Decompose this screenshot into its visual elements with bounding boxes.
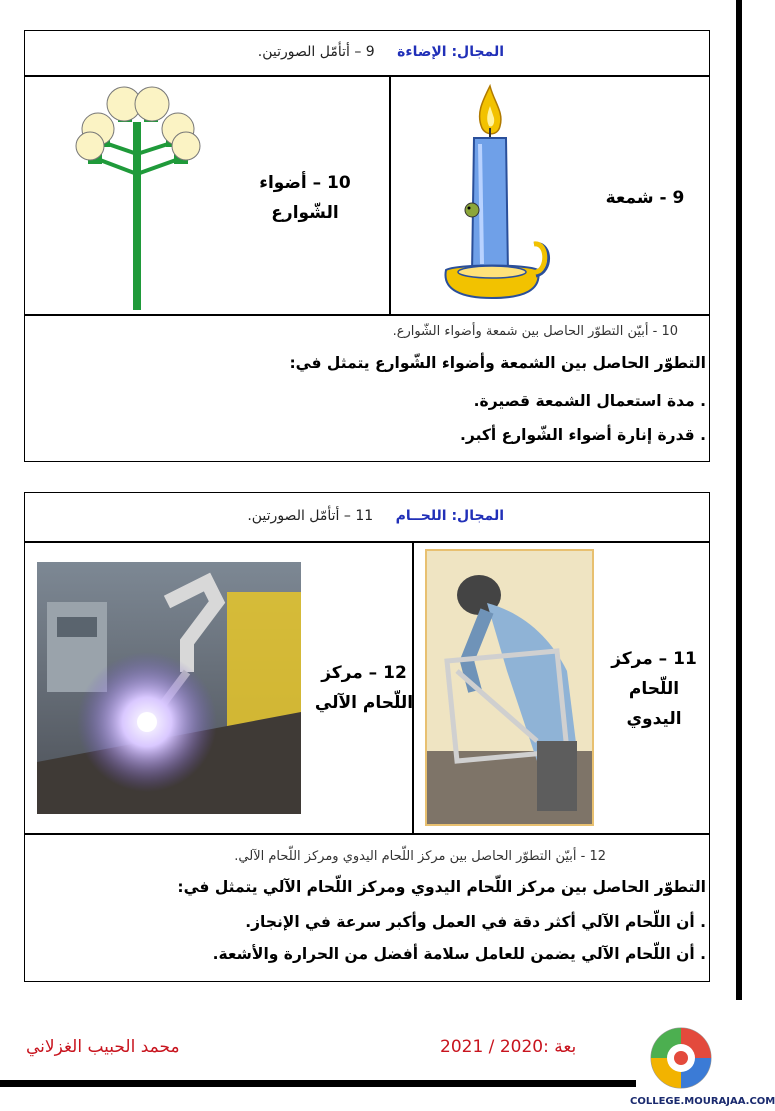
section-header	[258, 44, 504, 60]
site-url: COLLEGE.MOURAJAA.COM	[630, 1096, 775, 1107]
author-name: محمد الحبيب الغزلاني	[26, 1037, 180, 1057]
label-line: 11 – مركز	[611, 649, 697, 669]
answer-line: . أن اللّحام الآلي أكثر دقة في العمل وأكبر سرعة في الإنجاز.	[245, 913, 706, 931]
divider	[24, 541, 710, 543]
header-question: 11 – أتأمّل الصورتين.	[247, 508, 374, 524]
item-street-lights-label	[240, 168, 370, 228]
answer-line: . أن اللّحام الآلي يضمن للعامل سلامة أفضل من الحرارة والأشعة.	[212, 945, 706, 963]
school-year: بعة :2020 / 2021	[440, 1037, 577, 1057]
candle-image	[432, 84, 554, 306]
footer-bar	[0, 1080, 636, 1087]
domain-label: المجال: الإضاءة	[397, 44, 504, 60]
item-automatic-welding-label	[310, 658, 418, 718]
item-candle-label	[590, 183, 700, 213]
label-line: 12 – مركز	[321, 663, 407, 683]
label-line: اللّحام	[628, 679, 680, 699]
question-10: 10 - أبيّن التطوّر الحاصل بين شمعة وأضواء الشّوارع.	[392, 324, 678, 339]
manual-welding-photo	[425, 549, 594, 826]
answer-line: التطوّر الحاصل بين مركز اللّحام اليدوي ومركز اللّحام الآلي يتمثل في:	[177, 878, 706, 896]
domain-label: المجال: اللحــام	[395, 508, 504, 524]
page-right-border	[736, 0, 742, 1000]
robotic-welding-photo	[37, 562, 301, 814]
header-question: 9 – أتأمّل الصورتين.	[257, 44, 375, 60]
answer-line: . قدرة إنارة أضواء الشّوارع أكبر.	[460, 426, 706, 444]
label-line: 10 – أضواء	[259, 173, 351, 193]
divider	[389, 75, 391, 315]
divider	[24, 314, 710, 316]
label-line: اللّحام الآلي	[314, 693, 414, 713]
item-manual-welding-label	[602, 644, 706, 734]
street-lamp-image	[78, 82, 200, 310]
divider	[24, 75, 710, 77]
divider	[24, 833, 710, 835]
question-12: 12 - أبيّن التطوّر الحاصل بين مركز اللّحام اليدوي ومركز اللّحام الآلي.	[234, 849, 606, 864]
label-line: الشّوارع	[271, 203, 339, 223]
answer-line: . مدة استعمال الشمعة قصيرة.	[473, 392, 706, 410]
label-line: 9 - شمعة	[605, 188, 685, 208]
answer-line: التطوّر الحاصل بين الشمعة وأضواء الشّوارع يتمثل في:	[289, 354, 706, 372]
site-logo-icon	[640, 1018, 722, 1096]
section-header	[247, 508, 504, 524]
label-line: اليدوي	[626, 709, 682, 729]
